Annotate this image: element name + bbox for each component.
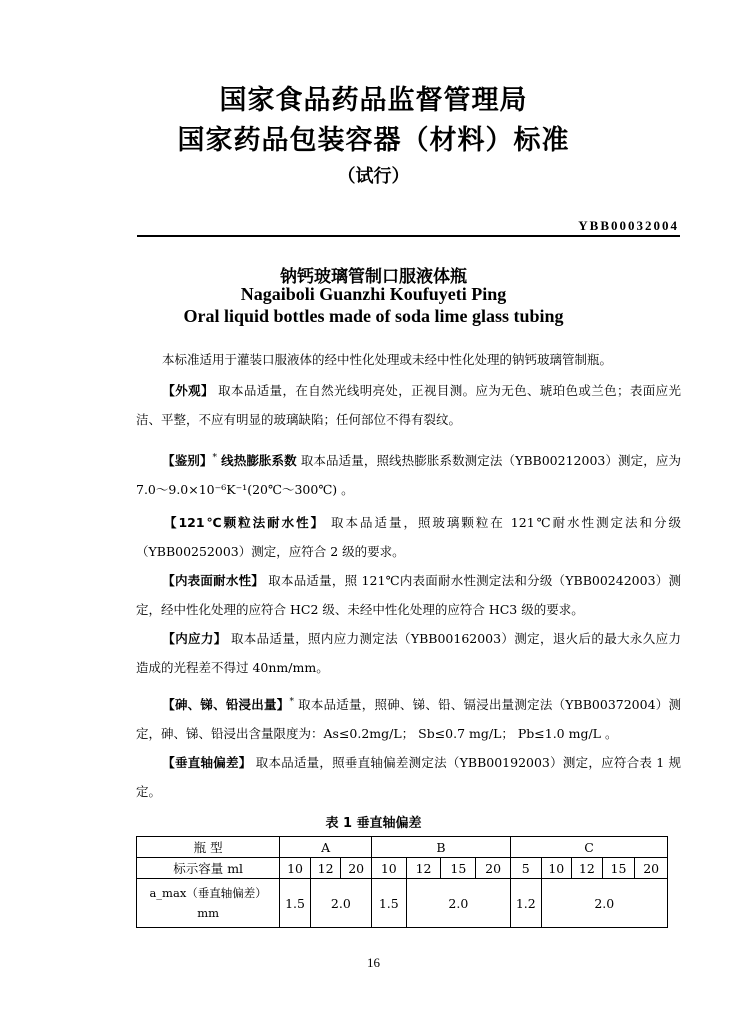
capacity-cell: 10: [371, 858, 406, 879]
intro-text: 本标准适用于灌装口服液体的经中性化处理或未经中性化处理的钠钙玻璃管制瓶。: [162, 352, 613, 367]
table-caption: 表 1 垂直轴偏差: [325, 816, 422, 831]
vertical-axis-deviation-table: [136, 836, 668, 928]
document-title-english: Oral liquid bottles made of soda lime glass tubing: [183, 306, 564, 326]
capacity-cell: 20: [476, 858, 511, 879]
capacity-cell: 20: [341, 858, 372, 879]
section-internal-stress: [136, 624, 681, 682]
capacity-cell: 20: [635, 858, 668, 879]
header-divider: [137, 235, 680, 237]
document-title-pinyin: Nagaiboli Guanzhi Koufuyeti Ping: [240, 284, 507, 304]
capacity-cell: 10: [280, 858, 311, 879]
page-number: 16: [367, 955, 380, 970]
section-text: 取本品适量，照砷、锑、铅、镉浸出量测定法（YBB00372004）测定，砷、锑、铅浸出含量限度为：As≤0.2mg/L； Sb≤0.7 mg/L； Pb≤1.0 mg/L 。: [136, 697, 681, 742]
section-text: 取本品适量，照线热膨胀系数测定法（YBB00212003）测定，应为 7.0～9.0×10⁻⁶K⁻¹(20℃～300℃) 。: [136, 453, 681, 498]
section-leachables: [136, 688, 681, 748]
section-label: 【内表面耐水性】: [162, 573, 265, 588]
table-row: [137, 837, 668, 858]
section-label: 【121℃颗粒法耐水性】: [162, 515, 326, 530]
row-header-unit: mm: [197, 906, 220, 920]
row-header: 瓶 型: [137, 837, 280, 858]
value-cell: 1.5: [280, 879, 311, 928]
capacity-cell: 12: [572, 858, 603, 879]
document-title-chinese: 钠钙玻璃管制口服液体瓶: [280, 267, 467, 287]
row-header: [137, 879, 280, 928]
table-row: [137, 858, 668, 879]
row-header: 标示容量 ml: [137, 858, 280, 879]
row-header-line: a_max（垂直轴偏差）: [149, 886, 267, 900]
section-label: 【内应力】: [162, 631, 227, 646]
value-cell: 2.0: [541, 879, 667, 928]
footnote-star: *: [289, 697, 294, 707]
section-inner-surface-water-resistance: [136, 566, 681, 624]
capacity-cell: 12: [310, 858, 341, 879]
section-text: 取本品适量，在自然光线明亮处，正视目测。应为无色、琥珀色或兰色；表面应光洁、平整，不应有明显的玻璃缺陷；任何部位不得有裂纹。: [136, 383, 681, 427]
section-text: 取本品适量，照垂直轴偏差测定法（YBB00192003）测定，应符合表 1 规定。: [136, 755, 681, 799]
section-label: 【外观】: [162, 383, 214, 398]
capacity-cell: 5: [510, 858, 541, 879]
type-cell: C: [510, 837, 667, 858]
type-cell: B: [371, 837, 510, 858]
section-vertical-axis-deviation: [136, 748, 681, 806]
section-identification: [136, 444, 681, 504]
section-text: 取本品适量，照内应力测定法（YBB00162003）测定，退火后的最大永久应力造成的光程差不得过 40nm/mm。: [136, 631, 681, 675]
authority-title: 国家食品药品监督管理局: [219, 85, 528, 116]
section-text: 取本品适量，照玻璃颗粒在 121℃耐水性测定法和分级（YBB00252003）测定，应符合 2 级的要求。: [136, 515, 681, 559]
section-heading: 线热膨胀系数: [221, 453, 297, 469]
section-text: 取本品适量，照 121℃内表面耐水性测定法和分级（YBB00242003）测定，经中性化处理的应符合 HC2 级、未经中性化处理的应符合 HC3 级的要求。: [136, 573, 681, 617]
capacity-cell: 15: [441, 858, 476, 879]
section-label: 【砷、锑、铅浸出量】: [162, 697, 290, 713]
capacity-cell: 12: [406, 858, 441, 879]
footnote-star: *: [212, 453, 218, 463]
section-label: 【鉴别】: [162, 453, 213, 469]
intro-paragraph: [136, 345, 681, 374]
value-cell: 2.0: [310, 879, 371, 928]
value-cell: 1.2: [510, 879, 541, 928]
value-cell: 1.5: [371, 879, 406, 928]
trial-label: （试行）: [337, 166, 410, 187]
type-cell: A: [280, 837, 372, 858]
section-label: 【垂直轴偏差】: [162, 755, 252, 770]
standard-category-title: 国家药品包装容器（材料）标准: [177, 125, 570, 156]
table-row: [137, 879, 668, 928]
capacity-cell: 10: [541, 858, 572, 879]
section-appearance: [136, 376, 681, 434]
section-grain-water-resistance: [136, 508, 681, 566]
value-cell: 2.0: [406, 879, 510, 928]
capacity-cell: 15: [602, 858, 635, 879]
standard-number: YBB00032004: [578, 218, 679, 233]
